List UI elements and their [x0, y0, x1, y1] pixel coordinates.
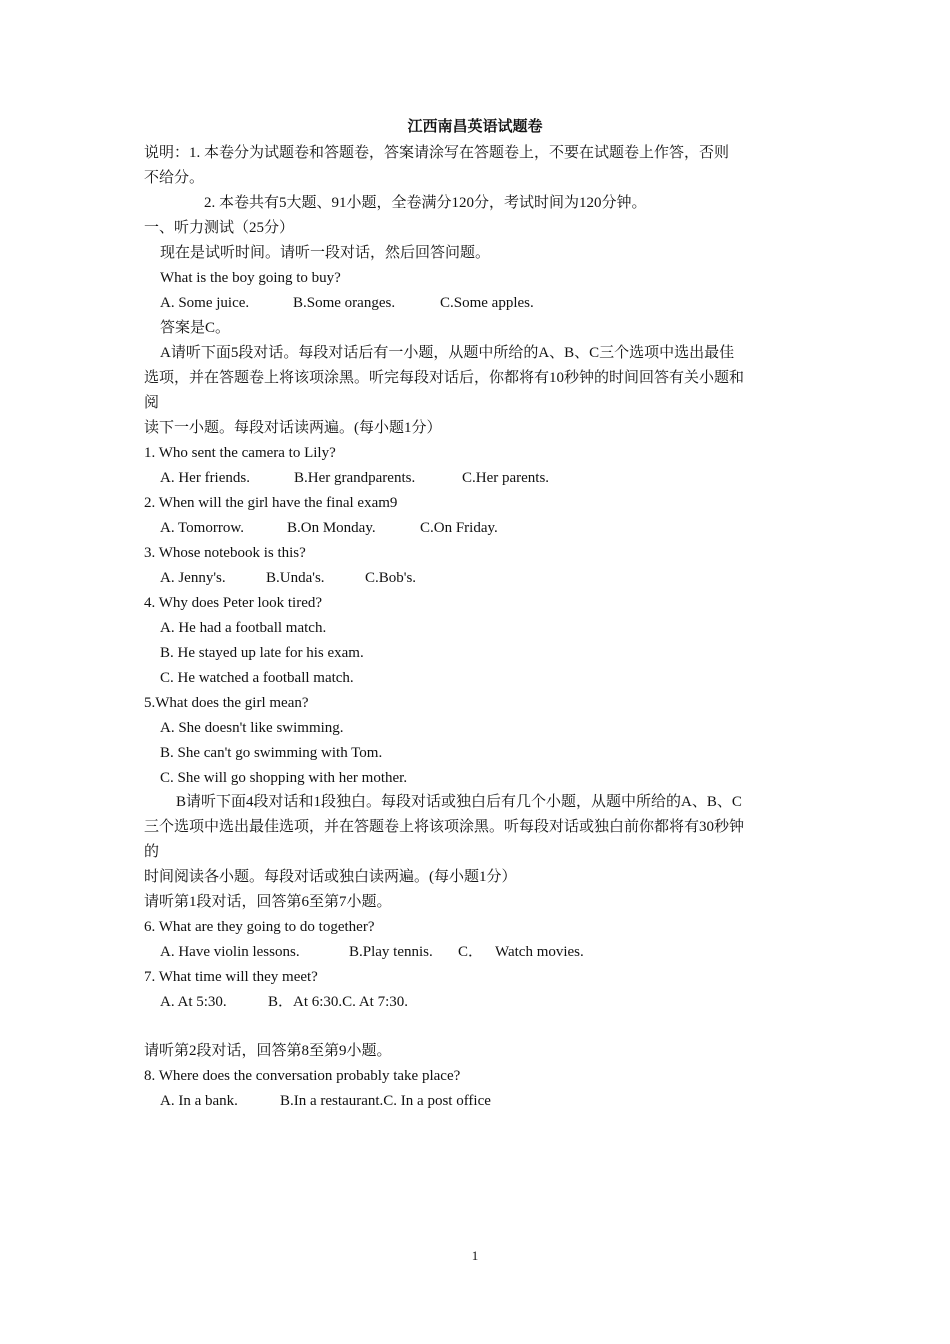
question-7: 7. What time will they meet?	[144, 969, 318, 985]
instructions-line-1: 说明：1. 本卷分为试题卷和答题卷，答案请涂写在答题卷上，不要在试题卷上作答，否则	[144, 145, 730, 161]
question-1-options	[160, 468, 549, 488]
option: B. He stayed up late for his exam.	[160, 645, 364, 661]
question-6-options	[160, 942, 584, 962]
part-b-instructions-1: B请听下面4段对话和1段独白。每段对话或独白后有几个小题，从题中所给的A、B、C	[176, 794, 742, 810]
option: C. She will go shopping with her mother.	[160, 770, 408, 786]
part-a-instructions-3: 阅	[144, 395, 160, 411]
option: A. Jenny's.	[160, 570, 226, 586]
part-b-instructions-3: 的	[144, 844, 160, 860]
option: A. In a bank.	[160, 1093, 238, 1109]
option: C. He watched a football match.	[160, 670, 354, 686]
option: C.Bob's.	[365, 570, 417, 586]
practice-question: What is the boy going to buy?	[160, 270, 341, 286]
option: B．At 6:30.C. At 7:30.	[268, 994, 409, 1010]
option: C.Some apples.	[440, 295, 534, 311]
question-3-options	[160, 568, 416, 588]
option: C．	[458, 944, 484, 960]
option: C.On Friday.	[420, 520, 498, 536]
question-3: 3. Whose notebook is this?	[144, 545, 306, 561]
question-1: 1. Who sent the camera to Lily?	[144, 445, 336, 461]
question-8-options	[160, 1091, 491, 1111]
option: A. At 5:30.	[160, 994, 227, 1010]
section-heading: 一、听力测试（25分）	[144, 220, 295, 236]
option: A. Tomorrow.	[160, 520, 244, 536]
option: B.In a restaurant.C. In a post office	[280, 1093, 491, 1109]
option: A. He had a football match.	[160, 620, 327, 636]
option: Watch movies.	[495, 944, 584, 960]
option: A. Have violin lessons.	[160, 944, 300, 960]
option: A. She doesn't like swimming.	[160, 720, 344, 736]
question-7-options	[160, 992, 408, 1012]
part-a-instructions-1: A请听下面5段对话。每段对话后有一小题，从题中所给的A、B、C三个选项中选出最佳	[160, 345, 735, 361]
dialogue-2-intro: 请听第2段对话，回答第8至第9小题。	[144, 1043, 392, 1059]
part-b-instructions-2: 三个选项中选出最佳选项，并在答题卷上将该项涂黑。听每段对话或独白前你都将有30秒钟	[144, 819, 745, 835]
option: B.Unda's.	[266, 570, 325, 586]
option: A. Some juice.	[160, 295, 250, 311]
question-4: 4. Why does Peter look tired?	[144, 595, 323, 611]
practice-intro: 现在是试听时间。请听一段对话，然后回答问题。	[160, 245, 491, 261]
page-number: 1	[471, 1248, 479, 1263]
option: B.Play tennis.	[349, 944, 433, 960]
option: B. She can't go swimming with Tom.	[160, 745, 383, 761]
option: B.Her grandparents.	[294, 470, 416, 486]
option: A. Her friends.	[160, 470, 250, 486]
part-a-instructions-4: 读下一小题。每段对话读两遍。(每小题1分）	[144, 420, 442, 436]
practice-options	[160, 293, 534, 313]
instructions-line-3: 2. 本卷共有5大题、91小题，全卷满分120分，考试时间为120分钟。	[204, 195, 647, 211]
question-2-options	[160, 518, 498, 538]
option: B.On Monday.	[287, 520, 376, 536]
option: B.Some oranges.	[293, 295, 396, 311]
question-5: 5.What does the girl mean?	[144, 695, 309, 711]
instructions-line-2: 不给分。	[144, 170, 205, 186]
page-title: 江西南昌英语试题卷	[407, 119, 543, 135]
dialogue-1-intro: 请听第1段对话，回答第6至第7小题。	[144, 894, 392, 910]
question-8: 8. Where does the conversation probably take place?	[144, 1068, 461, 1084]
part-b-instructions-4: 时间阅读各小题。每段对话或独白读两遍。(每小题1分）	[144, 869, 517, 885]
question-6: 6. What are they going to do together?	[144, 919, 375, 935]
option: C.Her parents.	[462, 470, 550, 486]
question-2: 2. When will the girl have the final exam9	[144, 495, 398, 511]
part-a-instructions-2: 选项，并在答题卷上将该项涂黑。听完每段对话后，你都将有10秒钟的时间回答有关小题和	[144, 370, 745, 386]
practice-answer: 答案是C。	[160, 320, 231, 336]
